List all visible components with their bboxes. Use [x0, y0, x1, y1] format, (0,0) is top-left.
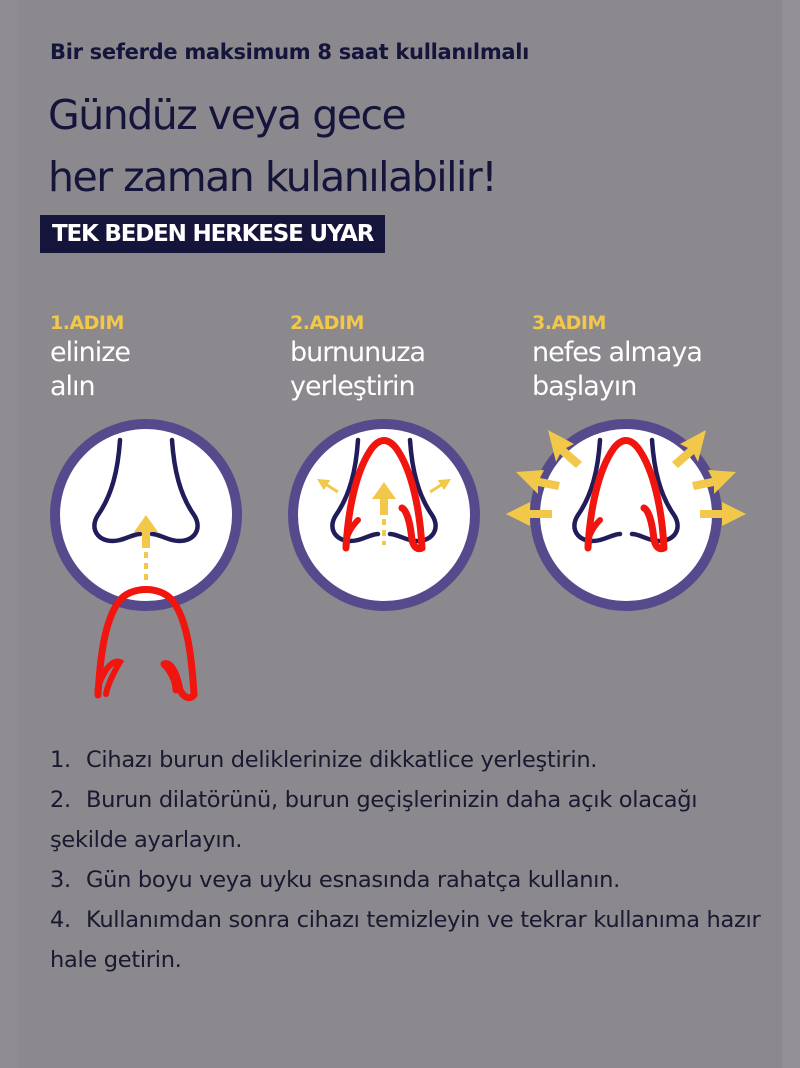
- instructions-list: [50, 740, 770, 980]
- instruction-item: [50, 860, 770, 900]
- instruction-text: Kullanımdan sonra cihazı temizleyin ve tekrar kullanıma hazır hale getirin.: [50, 907, 761, 973]
- step-2-title: 2.ADIM: [290, 312, 364, 334]
- headline-line-1: Gündüz veya gece: [48, 91, 406, 139]
- step-2-line-1: burnunuza: [290, 337, 426, 368]
- instruction-item: [50, 900, 770, 980]
- step-2-nose-circle: [293, 424, 475, 606]
- instruction-number: 1.: [50, 747, 71, 773]
- step-3-line-2: başlayın: [532, 371, 637, 402]
- headline-line-2: her zaman kulanılabilir!: [48, 153, 497, 201]
- step-1-line-2: alın: [50, 371, 95, 402]
- instruction-number: 2.: [50, 787, 71, 813]
- instruction-number: 4.: [50, 907, 71, 933]
- step-1-line-1: elinize: [50, 337, 131, 368]
- one-size-badge: TEK BEDEN HERKESE UYAR: [40, 215, 385, 253]
- instruction-item: [50, 780, 770, 860]
- step-3-title: 3.ADIM: [532, 312, 606, 334]
- step-2-line-2: yerleştirin: [290, 371, 415, 402]
- instruction-item: [50, 740, 770, 780]
- instruction-text: Gün boyu veya uyku esnasında rahatça kullanın.: [86, 867, 620, 893]
- step-1-nose-circle: [55, 424, 237, 606]
- usage-limit-subtitle: Bir seferde maksimum 8 saat kullanılmalı: [50, 40, 530, 64]
- step-3-line-1: nefes almaya: [532, 337, 702, 368]
- step-1-title: 1.ADIM: [50, 312, 124, 334]
- instruction-number: 3.: [50, 867, 71, 893]
- instruction-text: Burun dilatörünü, burun geçişlerinizin daha açık olacağı şekilde ayarlayın.: [50, 787, 698, 853]
- instruction-text: Cihazı burun deliklerinize dikkatlice yerleştirin.: [86, 747, 598, 773]
